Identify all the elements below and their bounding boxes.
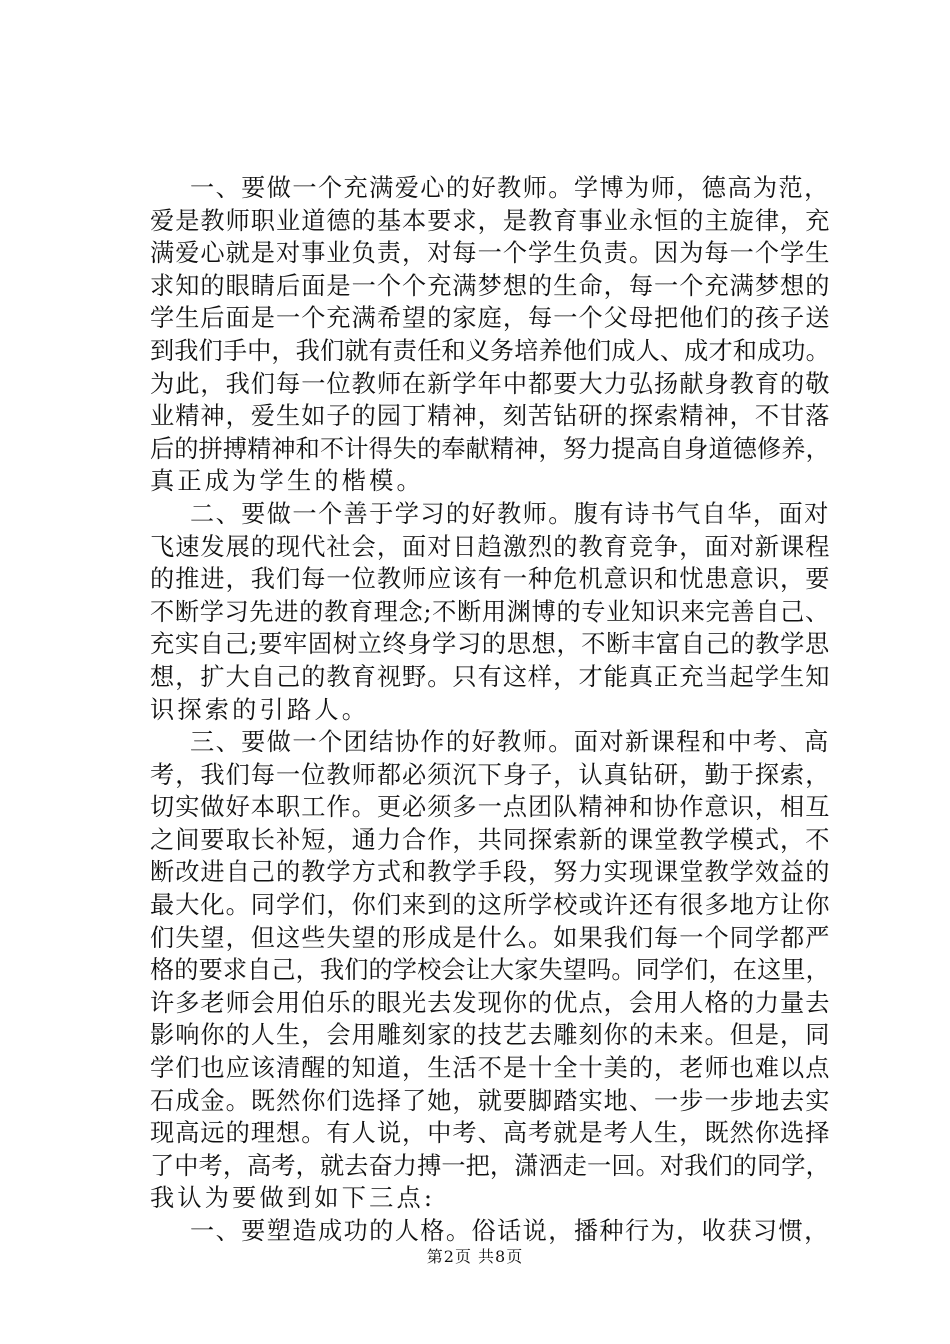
text-line: 格的要求自己，我们的学校会让大家失望吗。同学们，在这里， [150,956,830,985]
text-line: 不断学习先进的教育理念;不断用渊博的专业知识来完善自己、 [150,597,830,626]
text-line: 现高远的理想。有人说，中考、高考就是考人生，既然你选择 [150,1119,831,1148]
text-line: 影响你的人生，会用雕刻家的技艺去雕刻你的未来。但是，同 [150,1021,831,1050]
text-line: 学生后面是一个充满希望的家庭，每一个父母把他们的孩子送 [150,304,831,333]
text-line: 飞速发展的现代社会，面对日趋激烈的教育竞争，面对新课程 [150,532,831,561]
text-line: 我认为要做到如下三点: [150,1184,436,1213]
text-line: 石成金。既然你们选择了她，就要脚踏实地、一步一步地去实 [150,1086,831,1115]
text-line: 一、要做一个充满爱心的好教师。学博为师，德高为范， [190,174,830,202]
text-line: 考，我们每一位教师都必须沉下身子，认真钻研，勤于探索， [150,760,831,789]
text-line: 最大化。同学们，你们来到的这所学校或许还有很多地方让你 [150,891,831,920]
text-line: 真正成为学生的楷模。 [150,467,424,496]
text-line: 爱是教师职业道德的基本要求，是教育事业永恒的主旋律，充 [150,206,831,235]
paragraph [150,172,830,498]
text-line: 学们也应该清醒的知道，生活不是十全十美的，老师也难以点 [150,1054,831,1083]
text-line: 充实自己;要牢固树立终身学习的思想，不断丰富自己的教学思 [150,630,830,659]
text-line: 断改进自己的教学方式和教学手段，努力实现课堂教学效益的 [150,858,831,887]
page-footer: 第2页 共8页 [426,1247,524,1266]
text-line: 的推进，我们每一位教师应该有一种危机意识和忧患意识，要 [150,565,831,594]
text-line: 满爱心就是对事业负责，对每一个学生负责。因为每一个学生 [150,239,831,268]
text-line: 之间要取长补短，通力合作，共同探索新的课堂教学模式，不 [150,825,831,854]
text-line: 切实做好本职工作。更必须多一点团队精神和协作意识，相互 [150,793,831,822]
text-line: 一、要塑造成功的人格。俗话说，播种行为，收获习惯， [190,1217,830,1245]
text-line: 到我们手中，我们就有责任和义务培养他们成人、成才和成功。 [150,336,830,365]
body-text [150,172,830,1248]
text-line: 识探索的引路人。 [150,695,370,724]
text-line: 想，扩大自己的教育视野。只有这样，才能真正充当起学生知 [150,662,831,691]
paragraph [150,498,830,726]
paragraph [150,726,830,1215]
text-line: 后的拼搏精神和不计得失的奉献精神，努力提高自身道德修养， [150,434,830,463]
text-line: 们失望，但这些失望的形成是什么。如果我们每一个同学都严 [150,923,831,952]
text-line: 业精神，爱生如子的园丁精神，刻苦钻研的探索精神，不甘落 [150,402,831,431]
paragraph [150,1215,830,1248]
text-line: 为此，我们每一位教师在新学年中都要大力弘扬献身教育的敬 [150,369,831,398]
text-line: 三、要做一个团结协作的好教师。面对新课程和中考、高 [190,728,830,757]
text-line: 许多老师会用伯乐的眼光去发现你的优点，会用人格的力量去 [150,988,831,1017]
text-line: 了中考，高考，就去奋力搏一把，潇洒走一回。对我们的同学， [150,1151,830,1180]
text-line: 求知的眼睛后面是一个个充满梦想的生命，每一个充满梦想的 [150,271,831,300]
text-line: 二、要做一个善于学习的好教师。腹有诗书气自华，面对 [190,499,830,528]
